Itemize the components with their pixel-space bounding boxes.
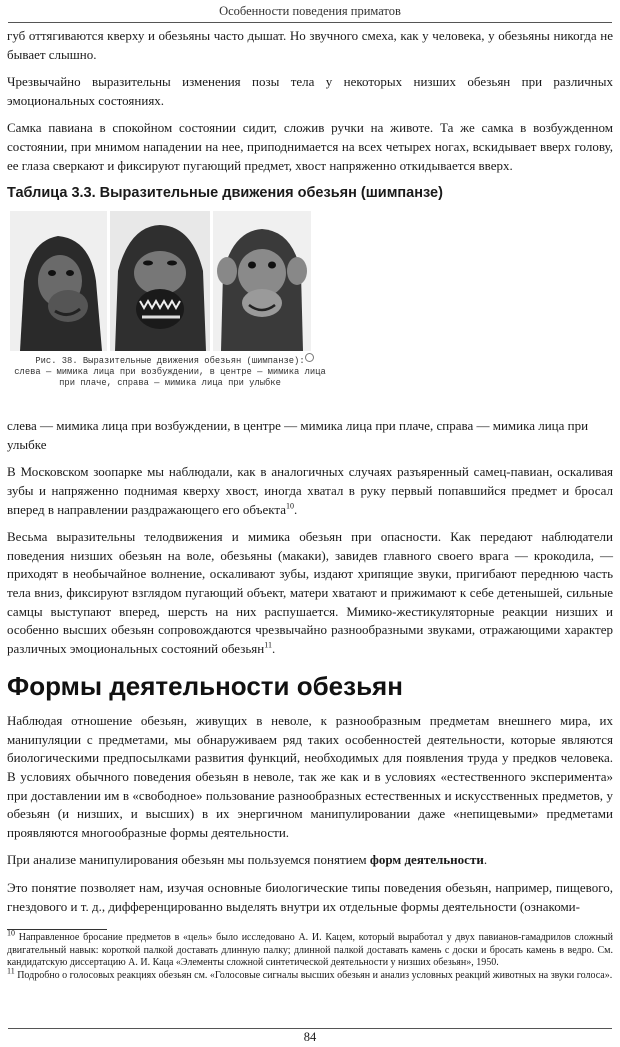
footnote	[7, 966, 613, 983]
chimpanzee-figure	[10, 211, 340, 411]
paragraph: Наблюдая отношение обезьян, живущих в неволе, к разнообразным предметам внешнего мира, их манипуляции с предметами, мы обнаруживаем ряд таких особенностей деятельности, которые являются биологическими предпосылками развития функций, необходимых для появления труда у предков человека. В условиях обычного поведения обезьян в неволе, так же как и в условиях «естественного эксперимента» при доставлении им в «свободное» пользование разнообразных естественных и искусственных предметов, у обезьян (и низших, и высших) в их энергичном манипулировании даже «непищевыми» предметами проявляются многообразные формы деятельности.	[7, 713, 613, 840]
footnote-ref[interactable]: 10	[285, 501, 294, 511]
paragraph	[7, 851, 613, 870]
photo-excitement	[10, 211, 107, 351]
paragraph	[7, 463, 613, 519]
photo-crying	[110, 211, 210, 351]
paragraph-text: Весьма выразительны телодвижения и мимика обезьян при опасности. Как передают наблюдатели поведения низших обезьян на воле, обезьяны (макаки), завидев главного своего врага — крокодила, — приходят в необычайное волнение, оскаливают зубы, издают хрипящие звуки, пригибают переднюю часть тела вниз, фиксируют взглядом пугающий объект, матери хватают и прижимают к себе детенышей, сильные самцы выступают вперед, шерсть на них распушается. Мимико-жестикуляторные реакции низших и особенно высших обезьян сопровождаются чрезвычайно разнообразными звуками, отражающими характер различных эмоциональных состояний обезьян	[7, 529, 613, 656]
figure-caption	[10, 356, 330, 389]
page-content	[7, 27, 613, 925]
table-title: Таблица 3.3. Выразительные движения обезьян (шимпанзе)	[7, 185, 443, 202]
footnote-text: Подробно о голосовых реакциях обезьян см. «Голосовые сигналы высших обезьян и анализ условных реакций животных на звуки голоса».	[14, 969, 613, 981]
paragraph-text: При анализе манипулирования обезьян мы пользуемся понятием	[7, 852, 370, 868]
key-term: форм деятельности	[369, 852, 484, 868]
paragraph-end: .	[293, 501, 298, 517]
footnote	[7, 928, 613, 970]
paragraph-text: В Московском зоопарке мы наблюдали, как в аналогичных случаях разъяренный самец-павиан, оскаливая зубы и напряженно поднимая кверху хвост, иногда хватал в руку первый попавшийся предмет и бросал вперед в направлении раздражающего его объекта	[7, 464, 613, 517]
footnote-rule	[7, 929, 107, 930]
paragraph-end: .	[271, 640, 276, 656]
footer-rule	[8, 1028, 612, 1029]
paragraph: Чрезвычайно выразительны изменения позы тела у некоторых низших обезьян при различных эмоциональных состояниях.	[7, 74, 613, 108]
section-title: Формы деятельности обезьян	[7, 671, 403, 702]
footnote-number: 11	[7, 966, 15, 976]
figure-description: слева — мимика лица при возбуждении, в центре — мимика лица при плаче, справа — мимика лица при улыбке	[7, 418, 589, 452]
photo-smiling	[213, 211, 311, 351]
header-rule	[8, 22, 612, 23]
paragraph: губ оттягиваются кверху и обезьяны часто дышат. Но звучного смеха, как у человека, у обезьяны никогда не бывает слышно.	[7, 28, 613, 62]
paragraph-end: .	[483, 852, 488, 868]
caption-line: слева — мимика лица при возбуждении, в центре — мимика лица	[14, 367, 326, 378]
caption-line: Рис. 38. Выразительные движения обезьян (шимпанзе):	[35, 356, 305, 367]
footnotes	[7, 929, 613, 982]
footnote-text: Направленное бросание предметов в «цель» было исследовано А. И. Кацем, который выработал у двух павианов-гамадрилов сложный двигательный навык: короткой палкой доставать длинную палку; длинной палкой доставать камень с доски и бросать камень в ведро. См. кандидатскую диссертацию А. И. Каца «Элементы сложной синтетической деятельности у низших обезьян», 1950.	[7, 932, 613, 968]
figure-photos	[10, 211, 340, 351]
caption-line: при плаче, справа — мимика лица при улыбке	[59, 378, 281, 389]
paragraph	[7, 528, 613, 658]
page-number: 84	[303, 1030, 317, 1044]
paragraph: Самка павиана в спокойном состоянии сидит, сложив ручки на животе. Та же самка в возбужденном состоянии, при мнимом нападении на нее, приподнимается на всех четырех ногах, вскидывает вверх голову, ее глаза сверкают и фиксируют пугающий предмет, хвост напряженно откидывается вверх.	[7, 120, 613, 173]
running-header: Особенности поведения приматов	[219, 4, 401, 18]
footnote-ref[interactable]: 11	[264, 640, 272, 650]
paragraph: Это понятие позволяет нам, изучая основные биологические типы поведения обезьян, например, пищевого, гнездового и т. д., дифференцированно выделять внутри их отдельные формы деятельности (ознакоми-	[7, 880, 613, 914]
footnote-number: 10	[7, 928, 15, 938]
